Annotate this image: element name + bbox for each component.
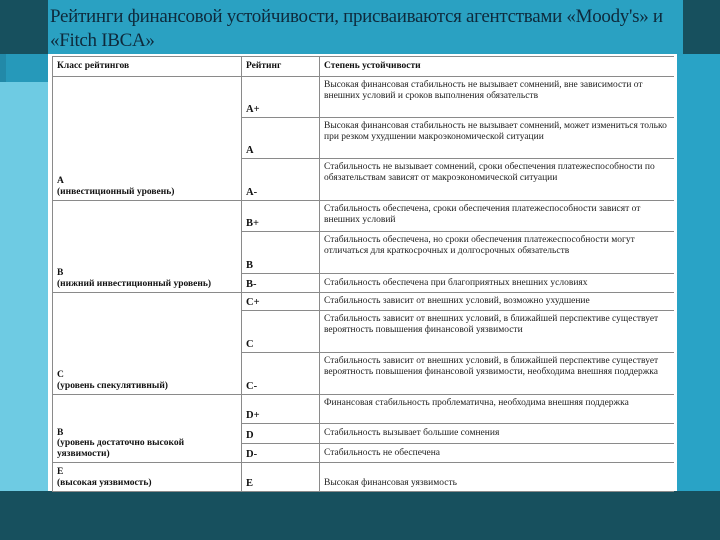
class-description: (нижний инвестиционный уровень) [57,278,212,289]
ratings-table [52,56,674,492]
slide-title: Рейтинги финансовой устойчивости, присваиваются агентствами «Moody's» и «Fitch IBCA» [50,6,663,51]
table-row [53,77,674,118]
class-cell-d [53,395,242,463]
class-cell-b [53,201,242,293]
table-frame [48,54,677,491]
description-cell: Стабильность не обеспечена [320,444,674,463]
background-left-light [0,82,48,491]
description-cell: Стабильность зависит от внешних условий, в ближайшей перспективе существует вероятность повышения финансовой уязвимости [320,311,674,353]
background-left-dark [0,0,48,54]
class-label: A [57,176,64,186]
class-cell-e [53,463,242,492]
description-cell: Стабильность вызывает большие сомнения [320,424,674,444]
rating-cell: B+ [242,201,320,232]
rating-cell: D+ [242,395,320,424]
class-label: E [57,467,64,477]
description-cell: Стабильность обеспечена, сроки обеспечения платежеспособности зависят от внешних условий [320,201,674,232]
rating-cell: C+ [242,293,320,311]
class-cell-c [53,293,242,395]
description-cell: Стабильность обеспечена, но сроки обеспечения платежеспособности могут отличаться для краткосрочных и долгосрочных обязательств [320,232,674,274]
rating-cell: D- [242,444,320,463]
rating-cell: C [242,311,320,353]
rating-cell: B [242,232,320,274]
rating-cell: A [242,118,320,159]
table-row [53,463,674,492]
description-cell: Стабильность зависит от внешних условий, возможно ухудшение [320,293,674,311]
class-label: B [57,427,64,438]
class-cell-a [53,77,242,201]
description-cell: Стабильность обеспечена при благоприятных внешних условиях [320,274,674,293]
class-description: (уровень спекулятивный) [57,380,168,391]
table-header-row [53,57,674,77]
background-left-mid [0,54,48,82]
class-label: B [57,268,64,278]
description-cell: Высокая финансовая стабильность не вызывает сомнений, вне зависимости от внешних условий и сроков выполнения обязательств [320,77,674,118]
description-cell: Стабильность не вызывает сомнений, сроки обеспечения платежеспособности по обязательствам зависят от макроэкономической ситуации [320,159,674,201]
header-stability: Степень устойчивости [320,57,674,77]
rating-cell: D [242,424,320,444]
background-right-mid [677,54,720,491]
class-description: (уровень достаточно высокой уязвимости) [57,438,185,459]
table-row [53,395,674,424]
description-cell: Высокая финансовая стабильность не вызывает сомнений, может измениться только при резком ухудшении макроэкономической ситуации [320,118,674,159]
rating-cell: C- [242,353,320,395]
description-cell: Финансовая стабильность проблематична, необходима внешняя поддержка [320,395,674,424]
rating-cell: B- [242,274,320,293]
class-description: (высокая уязвимость) [57,477,152,488]
rating-cell: A- [242,159,320,201]
rating-cell: A+ [242,77,320,118]
table-row [53,293,674,311]
description-cell: Высокая финансовая уязвимость [320,463,674,492]
table-row [53,201,674,232]
description-cell: Стабильность зависит от внешних условий, в ближайшей перспективе существует вероятность повышения финансовой уязвимости, необходима внешняя поддержка [320,353,674,395]
class-description: (инвестиционный уровень) [57,186,175,197]
header-class: Класс рейтингов [53,57,242,77]
header-rating: Рейтинг [242,57,320,77]
class-label: C [57,370,64,380]
background-right-dark [683,0,720,54]
rating-cell: E [242,463,320,492]
